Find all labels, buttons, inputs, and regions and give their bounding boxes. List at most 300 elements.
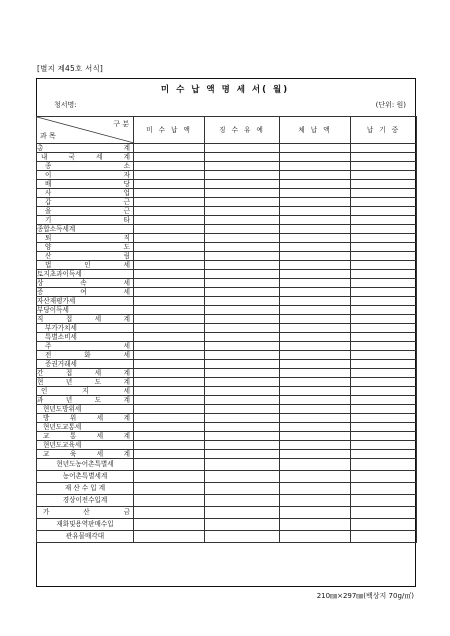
subject-cell — [37, 405, 134, 414]
amount-cell[interactable] — [134, 279, 205, 288]
table-row — [37, 360, 417, 369]
amount-cell[interactable] — [205, 387, 280, 396]
subject-cell — [37, 342, 134, 351]
subject-cell — [37, 414, 134, 423]
amount-cell[interactable] — [280, 450, 351, 459]
amount-cell[interactable] — [205, 189, 280, 198]
amount-cell[interactable] — [280, 324, 351, 333]
amount-cell[interactable] — [205, 495, 280, 507]
amount-cell[interactable] — [351, 288, 417, 297]
amount-cell[interactable] — [351, 189, 417, 198]
header-category: 구 분 — [113, 120, 129, 128]
amount-cell[interactable] — [205, 396, 280, 405]
amount-cell[interactable] — [280, 243, 351, 252]
amount-cell[interactable] — [134, 396, 205, 405]
amount-cell[interactable] — [134, 450, 205, 459]
amount-cell[interactable] — [134, 483, 205, 495]
amount-cell[interactable] — [134, 519, 205, 531]
amount-cell[interactable] — [205, 144, 280, 153]
amount-cell[interactable] — [351, 450, 417, 459]
subject-label: 관유물매각대 — [65, 532, 105, 540]
amount-cell[interactable] — [205, 369, 280, 378]
amount-cell[interactable] — [134, 351, 205, 360]
amount-cell[interactable] — [280, 207, 351, 216]
subject-label: 갑 근 — [45, 198, 130, 206]
column-header: 체 납 액 — [280, 117, 351, 144]
subject-cell — [37, 171, 134, 180]
amount-cell[interactable] — [280, 306, 351, 315]
amount-cell[interactable] — [134, 180, 205, 189]
amount-cell[interactable] — [351, 333, 417, 342]
subject-label: 인 지 세 — [41, 387, 130, 395]
amount-cell[interactable] — [280, 369, 351, 378]
amount-cell[interactable] — [351, 471, 417, 483]
table-row — [37, 279, 417, 288]
amount-cell[interactable] — [280, 252, 351, 261]
amount-cell[interactable] — [134, 171, 205, 180]
amount-cell[interactable] — [205, 225, 280, 234]
amount-cell[interactable] — [280, 288, 351, 297]
subject-label: 전 화 세 — [45, 351, 130, 359]
subject-cell — [37, 483, 134, 495]
amount-cell[interactable] — [134, 360, 205, 369]
amount-cell[interactable] — [351, 414, 417, 423]
subject-cell — [37, 198, 134, 207]
amount-cell[interactable] — [205, 297, 280, 306]
amount-cell[interactable] — [351, 360, 417, 369]
form-number-label: [별지 제45호 서식] — [37, 64, 104, 73]
amount-cell[interactable] — [280, 471, 351, 483]
subject-label: 증 여 세 — [37, 288, 130, 296]
table-row — [37, 378, 417, 387]
subject-cell — [37, 180, 134, 189]
amount-cell[interactable] — [351, 324, 417, 333]
table-row — [37, 369, 417, 378]
subject-label: 교 육 세 계 — [43, 450, 130, 458]
table-row — [37, 270, 417, 279]
subject-cell — [37, 396, 134, 405]
form-title: 미 수 납 액 명 세 서( 월) — [160, 85, 290, 95]
paper-spec-footer: 210㎜×297㎜(백상지 70g/㎡) — [316, 592, 414, 600]
subject-label: 법 인 세 — [45, 261, 130, 269]
table-row — [37, 441, 417, 450]
table-row — [37, 414, 417, 423]
amount-cell[interactable] — [351, 252, 417, 261]
amount-cell[interactable] — [280, 171, 351, 180]
amount-cell[interactable] — [134, 369, 205, 378]
subject-label: 현년도방위세 — [43, 405, 82, 413]
subject-label: 퇴 직 — [45, 234, 130, 242]
amount-cell[interactable] — [351, 507, 417, 519]
amount-cell[interactable] — [351, 387, 417, 396]
subject-cell — [37, 531, 134, 543]
amount-cell[interactable] — [205, 507, 280, 519]
amount-cell[interactable] — [351, 153, 417, 162]
amount-cell[interactable] — [351, 495, 417, 507]
amount-cell[interactable] — [134, 243, 205, 252]
amount-cell[interactable] — [280, 432, 351, 441]
subject-cell — [37, 288, 134, 297]
amount-cell[interactable] — [280, 270, 351, 279]
amount-cell[interactable] — [205, 414, 280, 423]
amount-cell[interactable] — [280, 180, 351, 189]
amount-cell[interactable] — [205, 333, 280, 342]
amount-cell[interactable] — [280, 297, 351, 306]
subject-cell — [37, 252, 134, 261]
table-row — [37, 432, 417, 441]
table-row — [37, 423, 417, 432]
amount-cell[interactable] — [134, 189, 205, 198]
amount-cell[interactable] — [134, 414, 205, 423]
subject-cell — [37, 351, 134, 360]
subject-label: 현년도농어촌특별세 — [56, 460, 114, 468]
subject-cell — [37, 495, 134, 507]
amount-cell[interactable] — [134, 342, 205, 351]
amount-cell[interactable] — [280, 459, 351, 471]
subject-label: 사 업 — [45, 189, 130, 197]
table-row — [37, 207, 417, 216]
amount-cell[interactable] — [134, 288, 205, 297]
table-row — [37, 459, 417, 471]
amount-cell[interactable] — [280, 144, 351, 153]
amount-cell[interactable] — [205, 153, 280, 162]
amount-cell[interactable] — [205, 441, 280, 450]
table-row — [37, 243, 417, 252]
amount-cell[interactable] — [205, 471, 280, 483]
amount-cell[interactable] — [351, 519, 417, 531]
amount-cell[interactable] — [134, 162, 205, 171]
amount-cell[interactable] — [351, 378, 417, 387]
column-header: 납 기 중 — [351, 117, 417, 144]
amount-cell[interactable] — [351, 198, 417, 207]
amount-cell[interactable] — [134, 531, 205, 543]
table-row — [37, 531, 417, 543]
amount-cell[interactable] — [134, 378, 205, 387]
subject-cell — [37, 333, 134, 342]
amount-cell[interactable] — [134, 153, 205, 162]
table-row — [37, 324, 417, 333]
amount-cell[interactable] — [134, 234, 205, 243]
table-row — [37, 297, 417, 306]
amount-cell[interactable] — [134, 225, 205, 234]
amount-cell[interactable] — [351, 270, 417, 279]
amount-cell[interactable] — [351, 531, 417, 543]
amount-cell[interactable] — [351, 279, 417, 288]
table-row — [37, 519, 417, 531]
subject-cell — [37, 306, 134, 315]
subject-label: 종합소득세계 — [37, 225, 76, 233]
column-header: 미 수 납 액 — [134, 117, 205, 144]
subject-label: 재화및용역판매수입 — [56, 520, 114, 528]
amount-cell[interactable] — [351, 162, 417, 171]
amount-cell[interactable] — [134, 144, 205, 153]
table-row — [37, 450, 417, 459]
subject-label: 종 소 — [45, 162, 130, 170]
amount-cell[interactable] — [280, 279, 351, 288]
amount-cell[interactable] — [351, 144, 417, 153]
amount-cell[interactable] — [280, 387, 351, 396]
subject-label: 현년도교통세 — [43, 423, 82, 431]
amount-cell[interactable] — [280, 351, 351, 360]
table-row — [37, 198, 417, 207]
amount-cell[interactable] — [134, 387, 205, 396]
amount-cell[interactable] — [205, 378, 280, 387]
subject-label: 토지초과이득세 — [37, 270, 82, 278]
subject-label: 기 타 — [45, 216, 130, 224]
subject-label: 배 당 — [45, 180, 130, 188]
amount-cell[interactable] — [205, 423, 280, 432]
amount-cell[interactable] — [134, 261, 205, 270]
amount-cell[interactable] — [351, 396, 417, 405]
amount-cell[interactable] — [351, 432, 417, 441]
amount-cell[interactable] — [280, 495, 351, 507]
subject-label: 총 계 — [37, 144, 130, 152]
subject-cell — [37, 519, 134, 531]
subject-cell — [37, 225, 134, 234]
amount-cell[interactable] — [280, 225, 351, 234]
amount-cell[interactable] — [205, 162, 280, 171]
amount-cell[interactable] — [205, 531, 280, 543]
amount-cell[interactable] — [134, 198, 205, 207]
amount-cell[interactable] — [280, 483, 351, 495]
amount-cell[interactable] — [134, 306, 205, 315]
amount-cell[interactable] — [280, 198, 351, 207]
table-row — [37, 234, 417, 243]
amount-cell[interactable] — [205, 306, 280, 315]
subject-label: 농어촌특별세계 — [62, 472, 108, 480]
subject-cell — [37, 450, 134, 459]
amount-cell[interactable] — [351, 306, 417, 315]
subject-label: 이 자 — [45, 171, 130, 179]
amount-cell[interactable] — [205, 432, 280, 441]
subject-cell — [37, 369, 134, 378]
table-row — [37, 507, 417, 519]
amount-cell[interactable] — [134, 315, 205, 324]
amount-cell[interactable] — [205, 405, 280, 414]
amount-cell[interactable] — [280, 234, 351, 243]
table-row — [37, 171, 417, 180]
amount-cell[interactable] — [134, 432, 205, 441]
amount-cell[interactable] — [134, 405, 205, 414]
subject-cell — [37, 144, 134, 153]
amount-cell[interactable] — [280, 405, 351, 414]
table-row — [37, 225, 417, 234]
amount-cell[interactable] — [280, 342, 351, 351]
amount-cell[interactable] — [205, 519, 280, 531]
amount-cell[interactable] — [134, 495, 205, 507]
amount-cell[interactable] — [134, 507, 205, 519]
amount-cell[interactable] — [351, 216, 417, 225]
subject-label: 양 도 — [45, 243, 130, 251]
subject-label: 주 세 — [45, 342, 130, 350]
amount-cell[interactable] — [280, 333, 351, 342]
amount-cell[interactable] — [134, 333, 205, 342]
amount-cell[interactable] — [205, 234, 280, 243]
amount-cell[interactable] — [205, 450, 280, 459]
subject-cell — [37, 153, 134, 162]
amount-cell[interactable] — [351, 483, 417, 495]
table-row — [37, 495, 417, 507]
amount-cell[interactable] — [134, 471, 205, 483]
amount-cell[interactable] — [205, 288, 280, 297]
amount-cell[interactable] — [351, 441, 417, 450]
amount-cell[interactable] — [351, 243, 417, 252]
amount-cell[interactable] — [351, 171, 417, 180]
amount-cell[interactable] — [280, 378, 351, 387]
amount-cell[interactable] — [205, 216, 280, 225]
amount-cell[interactable] — [205, 252, 280, 261]
subject-label: 자산재평가세 — [37, 297, 76, 305]
amount-cell[interactable] — [134, 423, 205, 432]
table-row — [37, 144, 417, 153]
subject-cell — [37, 324, 134, 333]
table-row — [37, 288, 417, 297]
subject-label: 경상이전수입계 — [62, 496, 108, 504]
subject-cell — [37, 261, 134, 270]
subject-label: 증권거래세 — [45, 360, 77, 368]
arrears-table — [36, 116, 417, 543]
subject-cell — [37, 360, 134, 369]
subject-label: 현 년 도 계 — [37, 378, 130, 386]
claimant-label: 청서명: — [54, 101, 77, 109]
amount-cell[interactable] — [280, 261, 351, 270]
subject-label: 산 림 — [45, 252, 130, 260]
amount-cell[interactable] — [280, 423, 351, 432]
table-row — [37, 396, 417, 405]
subject-cell — [37, 279, 134, 288]
amount-cell[interactable] — [280, 153, 351, 162]
table-row — [37, 315, 417, 324]
table-row — [37, 342, 417, 351]
amount-cell[interactable] — [351, 342, 417, 351]
amount-cell[interactable] — [205, 207, 280, 216]
amount-cell[interactable] — [205, 198, 280, 207]
amount-cell[interactable] — [205, 243, 280, 252]
subject-label: 내 국 세 계 — [41, 153, 130, 161]
amount-cell[interactable] — [280, 162, 351, 171]
subject-cell — [37, 423, 134, 432]
subject-cell — [37, 378, 134, 387]
amount-cell[interactable] — [134, 441, 205, 450]
subject-cell — [37, 441, 134, 450]
amount-cell[interactable] — [351, 351, 417, 360]
amount-cell[interactable] — [351, 405, 417, 414]
subject-cell — [37, 297, 134, 306]
subject-label: 과 년 도 계 — [37, 396, 130, 404]
amount-cell[interactable] — [351, 225, 417, 234]
header-subject: 과 목 — [40, 132, 56, 140]
table-row — [37, 180, 417, 189]
subject-cell — [37, 162, 134, 171]
subject-label: 상 속 세 — [37, 279, 130, 287]
amount-cell[interactable] — [280, 531, 351, 543]
table-row — [37, 252, 417, 261]
amount-cell[interactable] — [134, 297, 205, 306]
subject-label: 부가가치세 — [45, 324, 77, 332]
subject-cell — [37, 270, 134, 279]
table-row — [37, 189, 417, 198]
table-row — [37, 153, 417, 162]
amount-cell[interactable] — [205, 360, 280, 369]
amount-cell[interactable] — [280, 360, 351, 369]
table-row — [37, 162, 417, 171]
amount-cell[interactable] — [205, 171, 280, 180]
header-row — [37, 117, 417, 144]
amount-cell[interactable] — [134, 252, 205, 261]
amount-cell[interactable] — [351, 369, 417, 378]
amount-cell[interactable] — [280, 441, 351, 450]
subject-cell — [37, 432, 134, 441]
subject-cell — [37, 243, 134, 252]
subject-cell — [37, 471, 134, 483]
subject-label: 간 접 세 계 — [37, 369, 130, 377]
amount-cell[interactable] — [134, 324, 205, 333]
amount-cell[interactable] — [205, 342, 280, 351]
subject-cell — [37, 387, 134, 396]
subject-label: 부당이득세 — [37, 306, 69, 314]
amount-cell[interactable] — [280, 519, 351, 531]
subject-label: 가 산 금 — [43, 508, 130, 516]
amount-cell[interactable] — [351, 297, 417, 306]
amount-cell[interactable] — [205, 459, 280, 471]
subject-label: 을 근 — [45, 207, 130, 215]
unit-label: (단위: 원) — [375, 101, 406, 109]
amount-cell[interactable] — [351, 261, 417, 270]
amount-cell[interactable] — [205, 324, 280, 333]
subject-cell — [37, 189, 134, 198]
table-row — [37, 306, 417, 315]
amount-cell[interactable] — [134, 207, 205, 216]
amount-cell[interactable] — [280, 216, 351, 225]
subject-cell — [37, 315, 134, 324]
amount-cell[interactable] — [280, 315, 351, 324]
subject-label: 특별소비세 — [45, 333, 77, 341]
header-diagonal-cell — [37, 117, 134, 144]
amount-cell[interactable] — [134, 216, 205, 225]
table-row — [37, 387, 417, 396]
amount-cell[interactable] — [205, 270, 280, 279]
amount-cell[interactable] — [351, 180, 417, 189]
amount-cell[interactable] — [205, 351, 280, 360]
subject-cell — [37, 507, 134, 519]
amount-cell[interactable] — [205, 279, 280, 288]
amount-cell[interactable] — [134, 270, 205, 279]
amount-cell[interactable] — [205, 180, 280, 189]
subject-cell — [37, 234, 134, 243]
amount-cell[interactable] — [205, 261, 280, 270]
amount-cell[interactable] — [280, 189, 351, 198]
table-row — [37, 216, 417, 225]
amount-cell[interactable] — [280, 507, 351, 519]
amount-cell[interactable] — [351, 207, 417, 216]
amount-cell[interactable] — [280, 414, 351, 423]
subject-cell — [37, 459, 134, 471]
amount-cell[interactable] — [351, 234, 417, 243]
amount-cell[interactable] — [205, 483, 280, 495]
table-row — [37, 405, 417, 414]
amount-cell[interactable] — [280, 396, 351, 405]
table-row — [37, 351, 417, 360]
subject-label: 현년도교육세 — [43, 441, 82, 449]
amount-cell[interactable] — [351, 459, 417, 471]
subject-label: 방 위 세 계 — [43, 414, 130, 422]
subject-cell — [37, 207, 134, 216]
table-row — [37, 333, 417, 342]
amount-cell[interactable] — [134, 459, 205, 471]
amount-cell[interactable] — [351, 423, 417, 432]
amount-cell[interactable] — [351, 315, 417, 324]
amount-cell[interactable] — [205, 315, 280, 324]
